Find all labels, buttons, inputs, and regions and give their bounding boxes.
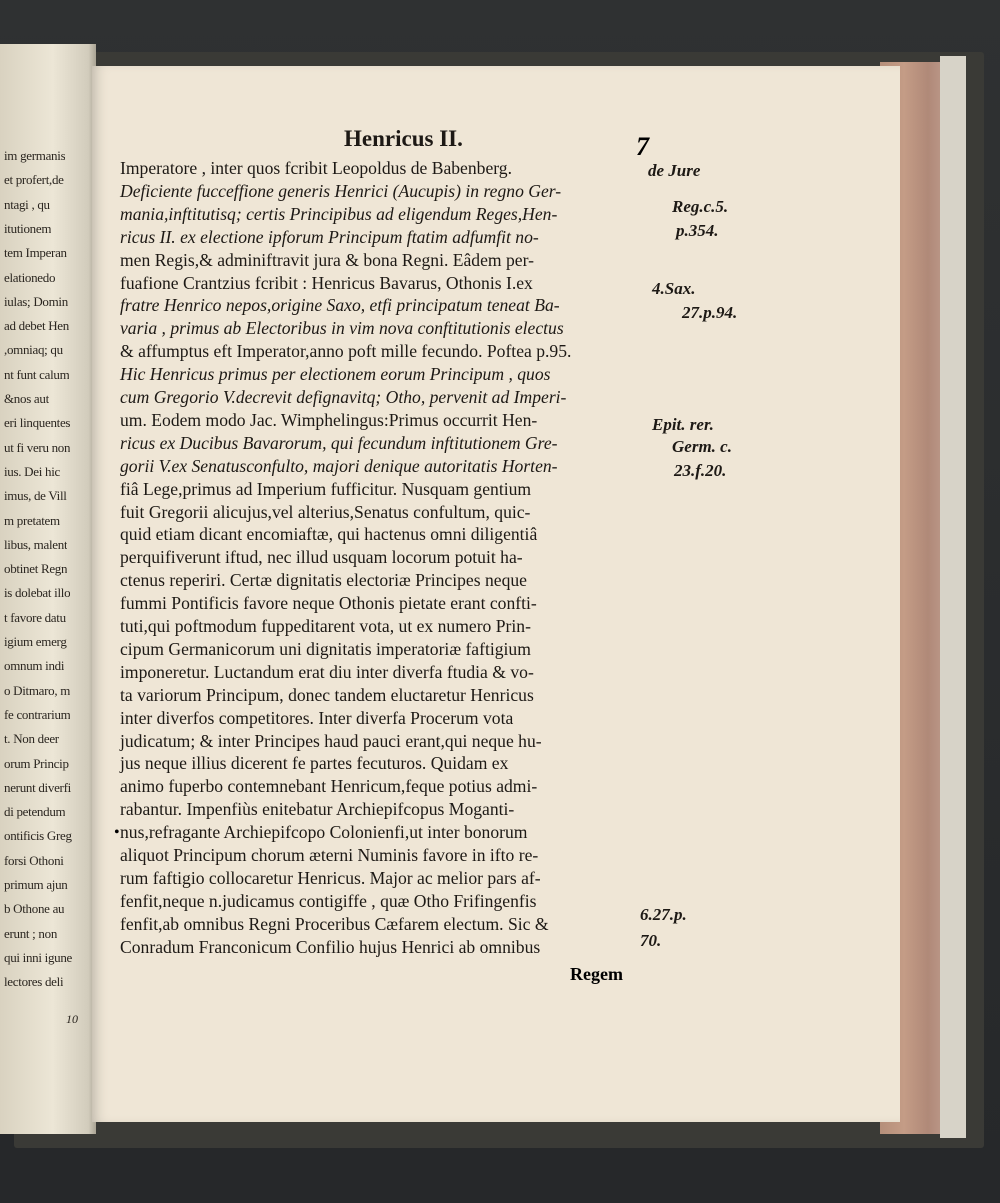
left-page-fragment: omnum indi bbox=[4, 658, 65, 674]
text-line: fenfit,ab omnibus Regni Proceribus Cæfarem electum. Sic & bbox=[120, 913, 549, 934]
left-page-fragment: nerunt diverfi bbox=[4, 779, 71, 795]
marginal-note: 70. bbox=[640, 931, 662, 950]
text-line: Deficiente fucceffione generis Henrici (Aucupis) in regno Ger- bbox=[120, 180, 562, 201]
text-line: ctenus reperiri. Certæ dignitatis electoriæ Principes neque bbox=[120, 570, 527, 591]
left-page-fragment: im germanis bbox=[4, 148, 66, 163]
left-page-fragment: &nos aut bbox=[4, 391, 49, 406]
left-page-fragment: libus, malent bbox=[4, 536, 68, 552]
text-line: fuafione Crantzius fcribit : Henricus Bavarus, Othonis I.ex bbox=[120, 272, 533, 293]
text-line: fenfit,neque n.judicamus contigiffe , quæ Otho Frifingenfis bbox=[120, 890, 537, 911]
text-line: jus neque illius dicerent fe partes fecuturos. Quidam ex bbox=[120, 753, 509, 774]
catchword: Regem bbox=[570, 964, 623, 984]
left-page-fragment: et profert,de bbox=[4, 172, 64, 188]
book-page bbox=[92, 66, 900, 1122]
text-line: fummi Pontificis favore neque Othonis pietate erant confti- bbox=[120, 593, 537, 614]
text-line: ricus ex Ducibus Bavarorum, qui fecundum inftitutionem Gre- bbox=[120, 432, 558, 453]
book-cover-edge bbox=[940, 56, 966, 1138]
text-line: quid etiam dicant encomiaftæ, qui hactenus omni diligentiâ bbox=[120, 524, 538, 545]
left-page-fragment: ut fi veru non bbox=[4, 439, 71, 455]
marginal-note: Reg.c.5. bbox=[672, 197, 729, 216]
text-line: Imperatore , inter quos fcribit Leopoldus de Babenberg. bbox=[120, 158, 512, 178]
left-page-fragment: orum Princip bbox=[4, 755, 69, 771]
marginal-note: 4.Sax. bbox=[652, 279, 696, 298]
text-line: perquifiverunt iftud, nec illud usquam locorum potuit ha- bbox=[120, 547, 523, 568]
left-page-fragment: elationedo bbox=[4, 269, 56, 285]
marginal-note: Germ. c. bbox=[672, 437, 732, 456]
left-page-fragment: obtinet Regn bbox=[4, 561, 68, 577]
text-line: cum Gregorio V.decrevit defignavitq; Otho, pervenit ad Imperi- bbox=[120, 387, 567, 407]
left-page-fragment: ius. Dei hic bbox=[4, 463, 60, 479]
left-page-fragment: qui inni igune bbox=[4, 949, 73, 965]
left-page-fragment: primum ajun bbox=[4, 877, 68, 892]
left-page-fragment: iulas; Domin bbox=[4, 293, 68, 309]
text-line: varia , primus ab Electoribus in vim nova conftitutionis electus bbox=[120, 318, 564, 339]
text-line: fratre Henrico nepos,origine Saxo, etfi principatum teneat Ba- bbox=[120, 295, 560, 316]
text-line: um. Eodem modo Jac. Wimphelingus:Primus occurrit Hen- bbox=[120, 409, 538, 430]
text-line: Hic Henricus primus per electionem eorum Principum , quos bbox=[120, 364, 551, 385]
text-line: mania,inftitutisq; certis Principibus ad eligendum Reges,Hen- bbox=[120, 203, 558, 224]
left-page-fragment: t favore datu bbox=[4, 609, 66, 625]
text-line: men Regis,& adminiftravit jura & bona Regni. Eâdem per- bbox=[120, 249, 534, 270]
left-page-fragment: eri linquentes bbox=[4, 415, 71, 431]
left-page-fragment: t. Non deer bbox=[4, 731, 59, 747]
text-line: nus,refragante Archiepifcopo Colonienfi,ut inter bonorum bbox=[120, 822, 528, 843]
text-line: tuti,qui poftmodum fuppeditarent vota, ut ex numero Prin- bbox=[120, 616, 531, 636]
left-page-fragment: ad debet Hen bbox=[4, 318, 69, 334]
left-page-fragment: m pretatem bbox=[4, 512, 60, 528]
text-line: gorii V.ex Senatusconfulto, majori denique autoritatis Horten- bbox=[120, 455, 558, 476]
text-line: & affumptus eft Imperator,anno poft mille fecundo. Poftea p.95. bbox=[120, 341, 572, 362]
text-line: ricus II. ex electione ipforum Principum ftatim adfumfit no- bbox=[120, 226, 539, 247]
left-page-fragment: is dolebat illo bbox=[4, 585, 71, 601]
running-head: Henricus II. bbox=[344, 126, 463, 151]
left-page-fragment: nt funt calum bbox=[4, 366, 70, 382]
left-page-fragment: lectores deli bbox=[4, 974, 64, 990]
text-line: judicatum; & inter Principes haud pauci erant,qui neque hu- bbox=[120, 730, 542, 751]
text-line: rabantur. Impenfiùs enitebatur Archiepifcopus Moganti- bbox=[120, 799, 515, 820]
left-page-fragment: ,omniaq; qu bbox=[4, 342, 63, 358]
text-line: rum faftigio collocaretur Henricus. Major ac melior pars af- bbox=[120, 867, 541, 888]
text-line: fuit Gregorii alicujus,vel alterius,Senatus confultum, quic- bbox=[120, 501, 531, 522]
left-page-fragment: erunt ; non bbox=[4, 925, 58, 941]
text-line: ta variorum Principum, donec tandem eluctaretur Henricus bbox=[120, 684, 534, 705]
text-line: inter diverfos competitores. Inter diverfa Procerum vota bbox=[120, 707, 514, 728]
left-page-fragment: fe contrarium bbox=[4, 706, 71, 722]
left-page-fragment: itutionem bbox=[4, 220, 52, 236]
left-page-fragment: ontificis Greg bbox=[4, 828, 72, 844]
left-page-fragment: b Othone au bbox=[4, 901, 65, 917]
text-line: fiâ Lege,primus ad Imperium fufficitur. Nusquam gentium bbox=[120, 478, 532, 499]
text-line: cipum Germanicorum uni dignitatis imperatoriæ faftigium bbox=[120, 638, 531, 659]
marginal-note: p.354. bbox=[676, 221, 719, 240]
marginal-note: 6.27.p. bbox=[640, 905, 687, 924]
text-line: Conradum Franconicum Confilio hujus Henrici ab omnibus bbox=[120, 936, 541, 957]
page-number: 7 bbox=[636, 132, 649, 161]
marginal-note: 27.p.94. bbox=[682, 303, 738, 322]
left-page-fragment: di petendum bbox=[4, 804, 66, 820]
text-line: animo fuperbo contemnebant Henricum,feque potius admi- bbox=[120, 776, 538, 797]
left-page-fragment: tem Imperan bbox=[4, 245, 67, 261]
left-page-fragment: forsi Othoni bbox=[4, 852, 64, 868]
text-line: imponeretur. Luctandum erat diu inter diverfa ftudia & vo- bbox=[120, 661, 534, 682]
left-page-fragment: o Ditmaro, m bbox=[4, 682, 71, 698]
left-page-fragment: igium emerg bbox=[4, 634, 67, 649]
left-page-edge bbox=[0, 44, 96, 1134]
left-page-number: 10 bbox=[66, 1012, 78, 1026]
left-page-fragment: ntagi , qu bbox=[4, 196, 50, 212]
left-page-fragment: imus, de Vill bbox=[4, 488, 67, 504]
marginal-note: de Jure bbox=[648, 161, 701, 180]
margin-dot: • bbox=[114, 824, 120, 841]
marginal-note: 23.f.20. bbox=[674, 461, 727, 480]
marginal-note: Epit. rer. bbox=[652, 415, 714, 434]
text-line: aliquot Principum chorum æterni Numinis favore in ifto re- bbox=[120, 845, 539, 865]
